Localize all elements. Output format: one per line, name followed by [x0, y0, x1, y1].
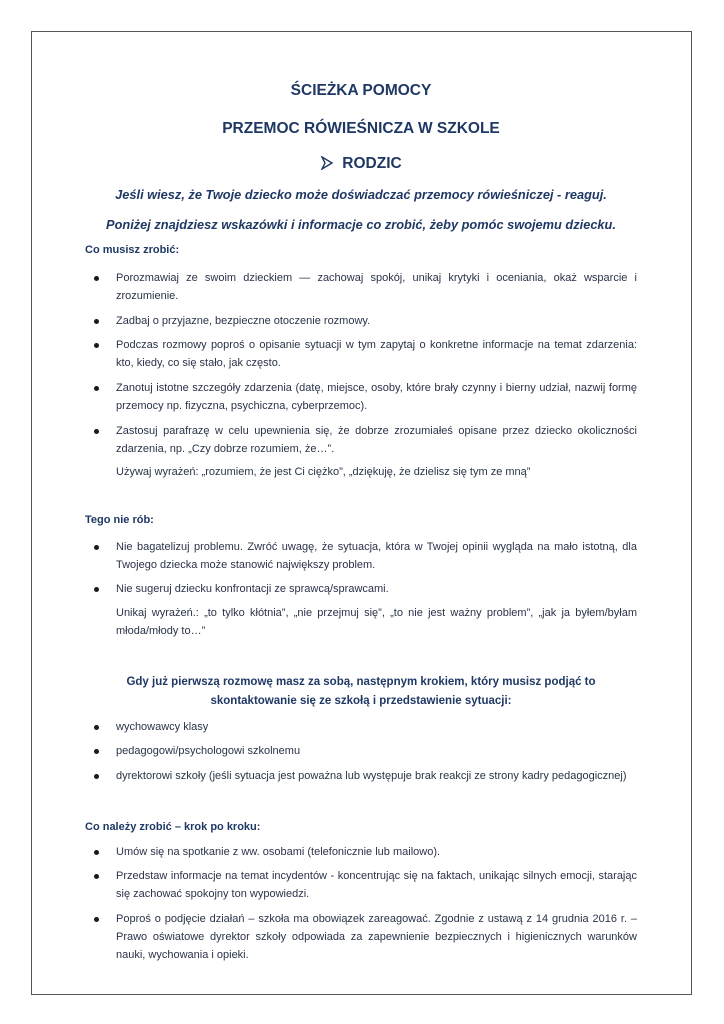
bullet-dot-icon	[94, 429, 99, 434]
list-item: Umów się na spotkanie z ww. osobami (telefonicznie lub mailowo).	[85, 843, 637, 861]
bullet-dot-icon	[94, 587, 99, 592]
list-item: Poproś o podjęcie działań – szkoła ma obowiązek zareagować. Zgodnie z ustawą z 14 grudnia 2016 r. – Prawo oświatowe dyrektor szkoły odpowiada za zapewnienie bezpiecznych i higienicznych warunków nauki, wychowania i opieki.	[85, 910, 637, 964]
role-heading	[85, 155, 637, 173]
bullet-dot-icon	[94, 343, 99, 348]
bullet-dot-icon	[94, 874, 99, 879]
role-label: RODZIC	[342, 155, 402, 172]
document-title: ŚCIEŻKA POMOCY	[290, 82, 432, 99]
intro-line-1: Jeśli wiesz, że Twoje dziecko może doświadczać przemocy rówieśniczej - reaguj.	[115, 187, 607, 202]
bullet-dot-icon	[94, 319, 99, 324]
section-heading-dont: Tego nie rób:	[85, 514, 154, 526]
phrase-tip: Używaj wyrażeń: „rozumiem, że jest Ci ciężko”, „dziękuję, że dzielisz się tym ze mną”	[116, 466, 531, 478]
bullet-dot-icon	[94, 774, 99, 779]
list-item: dyrektorowi szkoły (jeśli sytuacja jest poważna lub występuje brak reakcji ze strony kadry pedagogicznej)	[85, 767, 637, 785]
list-item: Zastosuj parafrazę w celu upewnienia się, że dobrze zrozumiałeś opisane przez dziecko okoliczności zdarzenia, np. „Czy dobrze rozumiem, że…”.	[85, 422, 637, 458]
section-heading-step-by-step: Co należy zrobić – krok po kroku:	[85, 821, 261, 833]
bullet-dot-icon	[94, 725, 99, 730]
list-item: Przedstaw informacje na temat incydentów - koncentrując się na faktach, unikając silnych emocji, starając się zachować spokojny ton wypowiedzi.	[85, 867, 637, 903]
list-item: Podczas rozmowy poproś o opisanie sytuacji w tym zapytaj o konkretne informacje na temat zdarzenia: kto, kiedy, co się stało, jak często.	[85, 336, 637, 372]
next-step-line-2: skontaktowanie się ze szkołą i przedstawienie sytuacji:	[210, 695, 512, 707]
list-item: wychowawcy klasy	[85, 718, 637, 736]
list-item: Porozmawiaj ze swoim dzieckiem — zachowaj spokój, unikaj krytyki i oceniania, okaż wsparcie i zrozumienie.	[85, 269, 637, 305]
list-item: Nie sugeruj dziecku konfrontacji ze sprawcą/sprawcami.	[85, 580, 637, 598]
list-item: Nie bagatelizuj problemu. Zwróć uwagę, że sytuacja, która w Twojej opinii wygląda na mało istotną, dla Twojego dziecka może stanowić największy problem.	[85, 538, 637, 574]
next-step-line-1: Gdy już pierwszą rozmowę masz za sobą, następnym krokiem, który musisz podjąć to	[126, 676, 596, 688]
list-item: Zanotuj istotne szczegóły zdarzenia (datę, miejsce, osoby, które brały czynny i bierny udział, nazwij formę przemocy np. fizyczna, psychiczna, cyberprzemoc).	[85, 379, 637, 415]
intro-line-2: Poniżej znajdziesz wskazówki i informacje co zrobić, żeby pomóc swojemu dziecku.	[106, 217, 616, 232]
bullet-dot-icon	[94, 545, 99, 550]
arrow-right-icon	[320, 156, 334, 170]
section-heading-must-do: Co musisz zrobić:	[85, 244, 180, 256]
list-item: Zadbaj o przyjazne, bezpieczne otoczenie rozmowy.	[85, 312, 637, 330]
bullet-dot-icon	[94, 749, 99, 754]
bullet-dot-icon	[94, 850, 99, 855]
bullet-dot-icon	[94, 917, 99, 922]
bullet-dot-icon	[94, 386, 99, 391]
document-subtitle: PRZEMOC RÓWIEŚNICZA W SZKOLE	[222, 120, 500, 137]
phrase-avoid-tip: Unikaj wyrażeń.: „to tylko kłótnia”, „nie przejmuj się”, „to nie jest ważny problem”, „jak ja byłem/byłam młoda/młody to…”	[116, 607, 637, 637]
list-item: pedagogowi/psychologowi szkolnemu	[85, 742, 637, 760]
bullet-dot-icon	[94, 276, 99, 281]
